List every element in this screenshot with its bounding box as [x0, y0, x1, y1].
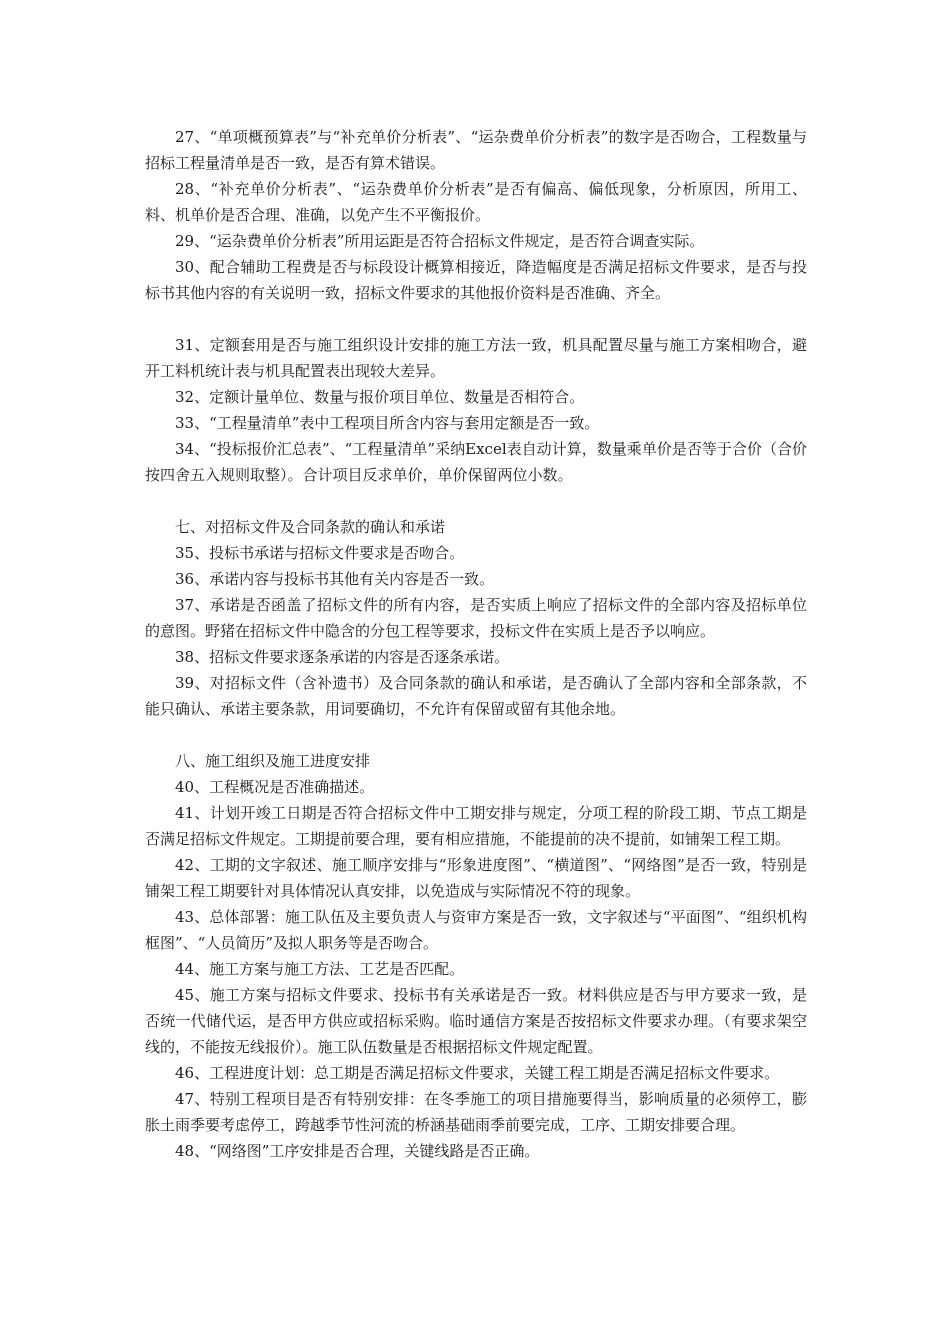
paragraph-spacer — [145, 306, 807, 332]
document-page — [145, 124, 807, 1164]
checklist-paragraph: 35、投标书承诺与招标文件要求是否吻合。 — [175, 544, 465, 562]
checklist-paragraph: 34、“投标报价汇总表”、“工程量清单”采纳Excel表自动计算，数量乘单价是否等于合价（合价按四舍五入规则取整）。合计项目反求单价，单价保留两位小数。 — [145, 440, 807, 484]
section-heading: 七、对招标文件及合同条款的确认和承诺 — [175, 518, 446, 536]
checklist-paragraph: 29、“运杂费单价分析表”所用运距是否符合招标文件规定，是否符合调查实际。 — [175, 232, 705, 250]
paragraph-spacer — [145, 722, 807, 748]
checklist-paragraph: 39、对招标文件（含补遗书）及合同条款的确认和承诺，是否确认了全部内容和全部条款，不能只确认、承诺主要条款，用词要确切，不允许有保留或留有其他余地。 — [145, 674, 807, 718]
checklist-paragraph: 45、施工方案与招标文件要求、投标书有关承诺是否一致。材料供应是否与甲方要求一致，是否统一代储代运，是否甲方供应或招标采购。临时通信方案是否按招标文件要求办理。（有要求架空线的，不能按无线报价）。施工队伍数量是否根据招标文件规定配置。 — [145, 986, 807, 1056]
paragraph-spacer — [145, 488, 807, 514]
checklist-paragraph: 41、计划开竣工日期是否符合招标文件中工期安排与规定，分项工程的阶段工期、节点工期是否满足招标文件规定。工期提前要合理，要有相应措施，不能提前的决不提前，如铺架工程工期。 — [145, 804, 807, 848]
section-heading: 八、施工组织及施工进度安排 — [175, 752, 371, 770]
checklist-paragraph: 37、承诺是否函盖了招标文件的所有内容，是否实质上响应了招标文件的全部内容及招标单位的意图。野猪在招标文件中隐含的分包工程等要求，投标文件在实质上是否予以响应。 — [145, 596, 807, 640]
checklist-paragraph: 33、“工程量清单”表中工程项目所含内容与套用定额是否一致。 — [175, 414, 600, 432]
checklist-paragraph: 46、工程进度计划：总工期是否满足招标文件要求，关键工程工期是否满足招标文件要求。 — [175, 1064, 780, 1082]
checklist-paragraph: 48、“网络图”工序安排是否合理，关键线路是否正确。 — [175, 1142, 540, 1160]
checklist-paragraph: 30、配合辅助工程费是否与标段设计概算相接近，降造幅度是否满足招标文件要求，是否与投标书其他内容的有关说明一致，招标文件要求的其他报价资料是否准确、齐全。 — [145, 258, 807, 302]
checklist-paragraph: 42、工期的文字叙述、施工顺序安排与“形象进度图”、“横道图”、“网络图”是否一致，特别是铺架工程工期要针对具体情况认真安排，以免造成与实际情况不符的现象。 — [145, 856, 807, 900]
checklist-paragraph: 36、承诺内容与投标书其他有关内容是否一致。 — [175, 570, 495, 588]
checklist-paragraph: 28、“补充单价分析表”、“运杂费单价分析表”是否有偏高、偏低现象，分析原因，所用工、料、机单价是否合理、准确，以免产生不平衡报价。 — [145, 180, 807, 224]
checklist-paragraph: 43、总体部署：施工队伍及主要负责人与资审方案是否一致，文字叙述与“平面图”、“组织机构框图”、“人员简历”及拟人职务等是否吻合。 — [145, 908, 807, 952]
checklist-paragraph: 32、定额计量单位、数量与报价项目单位、数量是否相符合。 — [175, 388, 585, 406]
checklist-paragraph: 47、特别工程项目是否有特别安排：在冬季施工的项目措施要得当，影响质量的必须停工，膨胀土雨季要考虑停工，跨越季节性河流的桥涵基础雨季前要完成，工序、工期安排要合理。 — [145, 1090, 807, 1134]
checklist-paragraph: 44、施工方案与施工方法、工艺是否匹配。 — [175, 960, 465, 978]
checklist-paragraph: 27、“单项概预算表”与“补充单价分析表”、“运杂费单价分析表”的数字是否吻合，工程数量与招标工程量清单是否一致，是否有算术错误。 — [145, 128, 807, 172]
checklist-paragraph: 40、工程概况是否准确描述。 — [175, 778, 375, 796]
checklist-paragraph: 31、定额套用是否与施工组织设计安排的施工方法一致，机具配置尽量与施工方案相吻合，避开工料机统计表与机具配置表出现较大差异。 — [145, 336, 807, 380]
checklist-paragraph: 38、招标文件要求逐条承诺的内容是否逐条承诺。 — [175, 648, 510, 666]
